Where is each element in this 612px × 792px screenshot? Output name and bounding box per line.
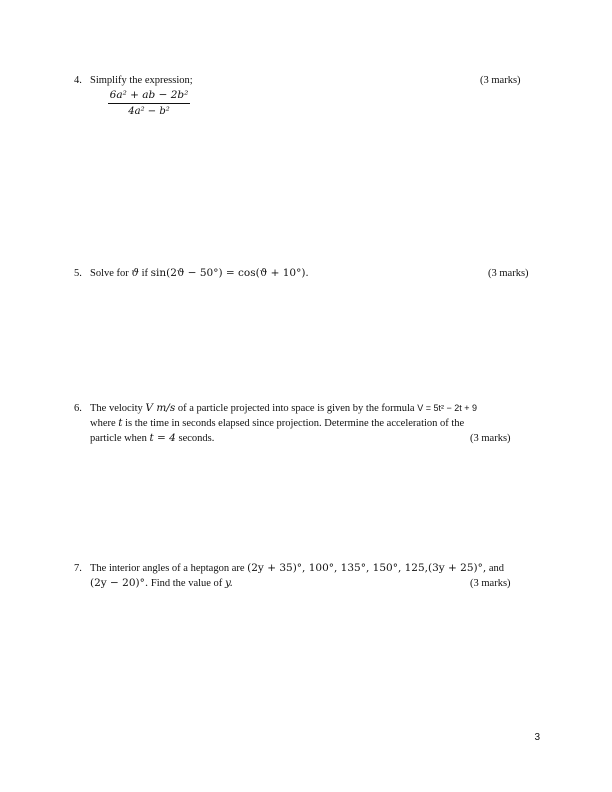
math-expression: (2y + 35)°, 100°, 135°, 150°, 125,(3y + 25)°, [247,562,487,574]
question-text [90,561,534,591]
question-line [90,416,534,431]
question-line [90,576,534,591]
fraction-expression [108,89,190,117]
question-text-part: is the time in seconds elapsed since projection. Determine the acceleration of the [125,418,465,429]
marks-label: (3 marks) [470,578,511,589]
question-text-part: and [488,563,505,574]
math-variable: ϑ [131,267,139,279]
marks-label: (3 marks) [470,433,511,444]
question-text: Simplify the expression; [90,75,193,86]
question-number: 4. [74,75,82,86]
question-text-part: The interior angles of a heptagon are [90,563,245,574]
question-number: 7. [74,563,82,574]
page-number: 3 [534,732,540,743]
math-variable: t [118,417,123,429]
question-text-part: where [90,418,116,429]
formula: V = 5t² − 2t + 9 [417,403,478,413]
math-expression: (2y − 20)°. [90,577,149,589]
question-text-part: Find the value of [150,578,223,589]
marks-label: (3 marks) [488,268,529,279]
equation: t = 4 [149,432,176,444]
question-text-part: if [138,268,148,279]
question-text [90,266,534,281]
math-unit: V m/s [145,402,176,414]
fraction-denominator: 4a² − b² [128,106,170,117]
math-variable: y. [224,577,233,589]
question-line [90,561,534,576]
question-number: 6. [74,403,82,414]
equation: sin(2ϑ − 50°) = cos(ϑ + 10°). [150,267,309,279]
question-text-part: seconds. [178,433,215,444]
question-number: 5. [74,268,82,279]
fraction-numerator: 6a² + ab − 2b² [109,89,189,101]
question-text-part: particle when [90,433,147,444]
question-line [90,431,534,446]
fraction-bar [108,103,190,104]
question-text-part: Solve for [90,268,129,279]
question-text [90,401,534,446]
question-line [90,401,534,416]
question-text-part: The velocity [90,403,143,414]
marks-label: (3 marks) [480,75,521,86]
question-text-part: of a particle projected into space is given by the formula [177,403,415,414]
